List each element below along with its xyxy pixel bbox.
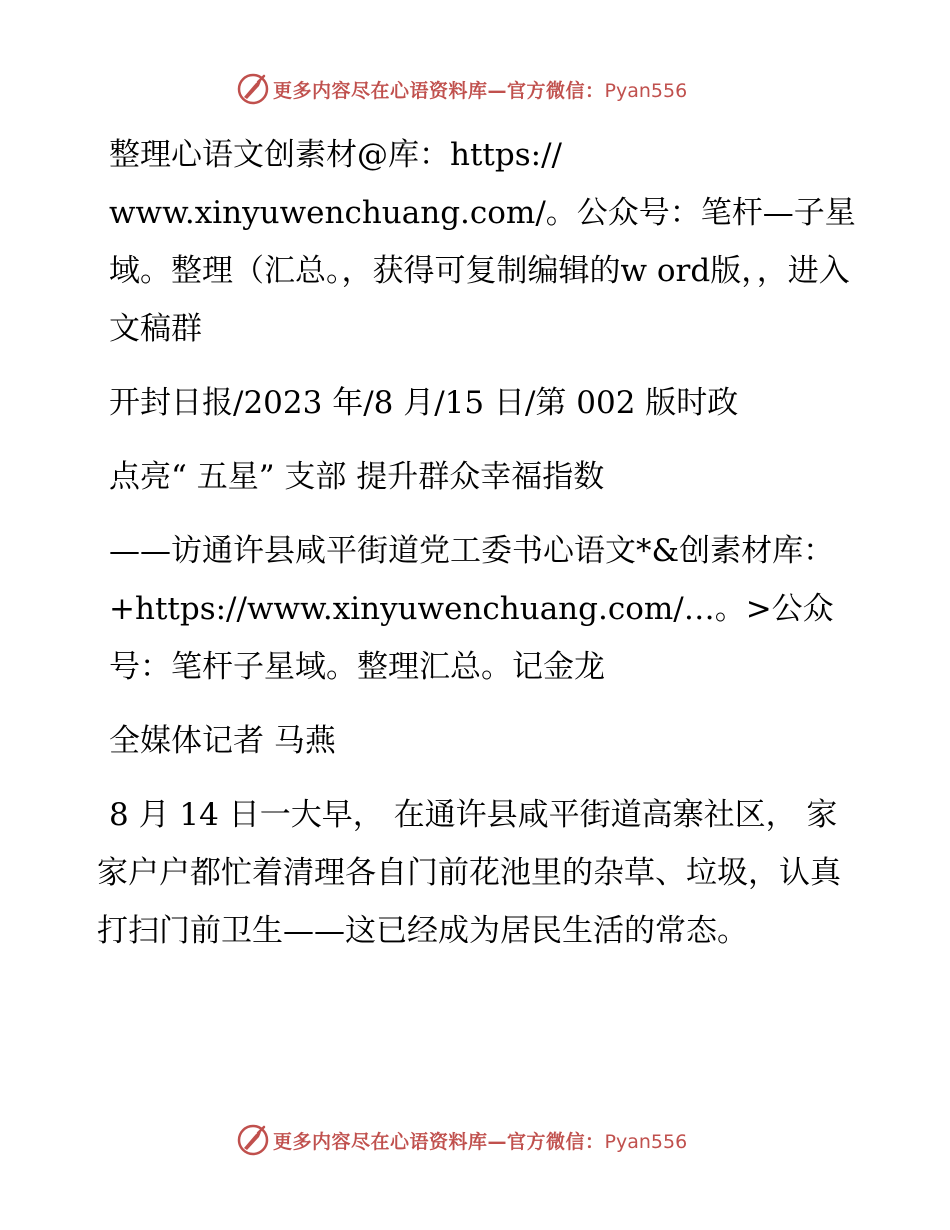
publication-info: 开封日报/2023 年/8 月/15 日/第 002 版时政: [109, 385, 739, 421]
pen-logo-icon: [236, 72, 270, 106]
pen-logo-icon: [236, 1123, 270, 1157]
header-watermark-banner: [236, 72, 687, 106]
document-body: [97, 126, 857, 960]
article-title: 点亮“ 五星” 支部 提升群众幸福指数: [109, 459, 605, 495]
article-subtitle: ——访通许县咸平街道党工委书心语文*&创素材库：+https://www.xinyuwenchuang.com/…。>公众号：笔杆子星域。整理汇总。记金龙: [109, 533, 835, 685]
wechat-id: Pyan556: [604, 1130, 688, 1153]
banner-text: 更多内容尽在心语资料库—官方微信：Pyan556: [273, 79, 688, 102]
banner-text: 更多内容尽在心语资料库—官方微信：Pyan556: [273, 1130, 688, 1153]
source-notice-paragraph: 整理心语文创素材@库：https:// www.xinyuwenchuang.com/。公众号：笔杆—子星域。整理（汇总。，获得可复制编辑的w ord版，，进入文稿群: [109, 137, 856, 347]
footer-watermark-banner: [236, 1123, 687, 1157]
article-body-paragraph: 8 月 14 日一大早， 在通许县咸平街道高寨社区， 家家户户都忙着清理各自门前花池里的杂草、垃圾，认真打扫门前卫生——这已经成为居民生活的常态。: [97, 797, 841, 949]
article-byline: 全媒体记者 马燕: [109, 723, 336, 759]
wechat-id: Pyan556: [604, 79, 688, 102]
